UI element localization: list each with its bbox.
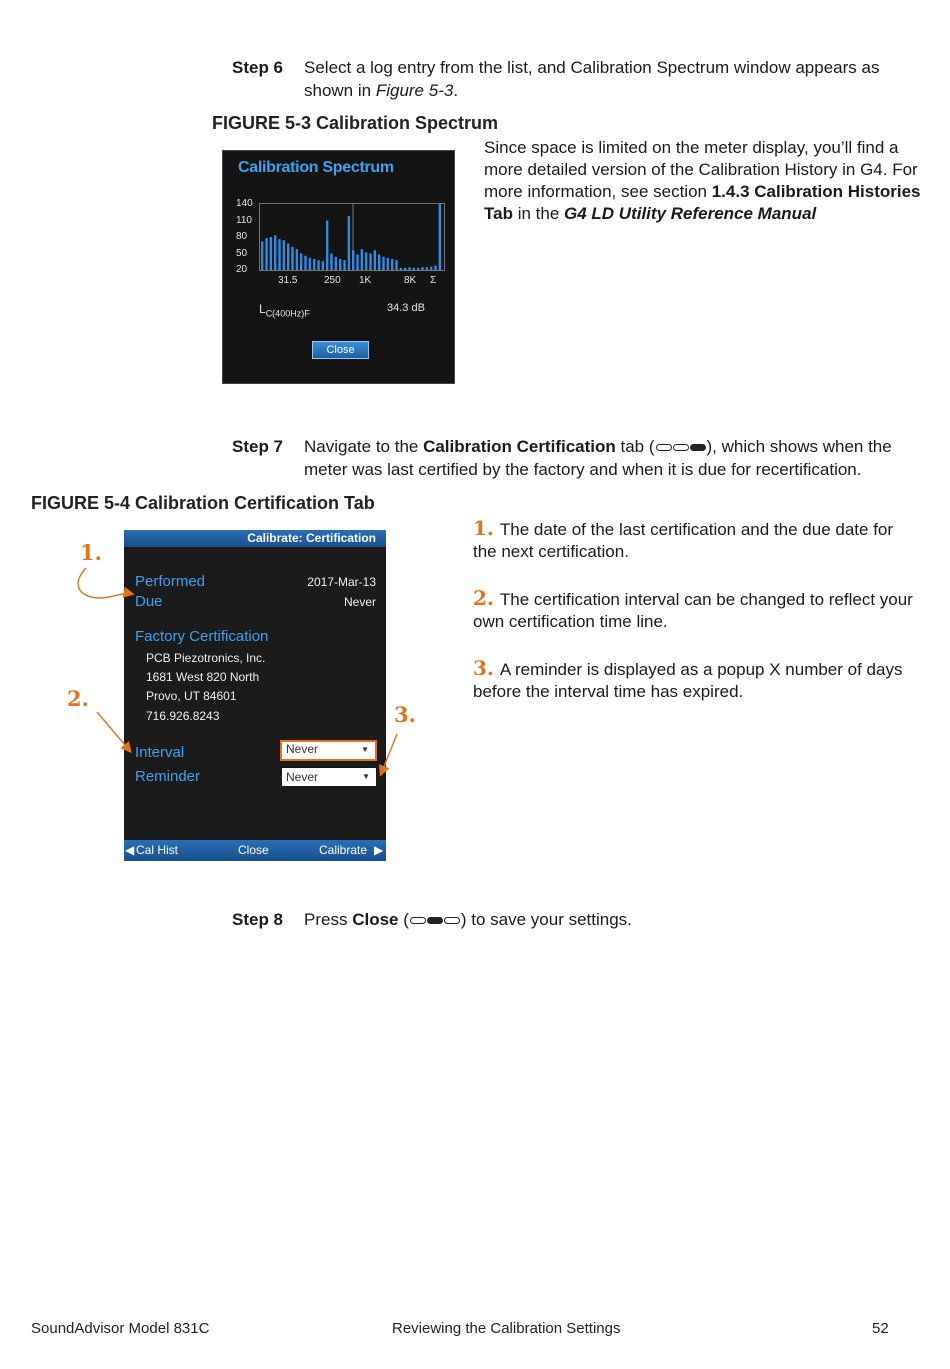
x-tick-label: Σ [430,275,437,286]
step-7-text-c: ), which shows when the meter was last certified by the factory and when it is due for recertification. [304,437,892,479]
step-7-text-b: tab ( [615,437,655,456]
description-text: The date of the last certification and the due date for the next certification. [473,520,894,561]
callout-1: 1. [80,540,102,565]
address-line: 716.926.8243 [146,709,220,723]
step-6-label: Step 6 [232,58,284,77]
performed-value: 2017-Mar-13 [307,575,376,589]
certification-header: Calibrate: Certification [124,530,386,547]
address-line: Provo, UT 84601 [146,689,237,703]
note-text-a: Since space is limited on the meter display, you’ll find a more detailed version of the Calibration History in G4. For more information, see section [484,138,918,201]
y-tick-label: 140 [236,198,253,209]
description-number: 3. [473,656,494,680]
calibrate-softkey[interactable]: Calibrate [319,843,368,857]
description-text: The certification interval can be changed to reflect your own certification time line. [473,590,913,631]
x-tick-label: 8K [404,275,417,286]
note-text-b: in the [512,204,565,223]
y-tick-label: 20 [236,264,248,275]
callout-2-arrow [97,712,130,751]
callout-3: 3. [394,702,416,727]
page-number: 52 [872,1320,889,1337]
due-label: Due [135,593,163,610]
dropdown-arrow-icon: ▼ [362,772,370,781]
figure-5-4-caption: FIGURE 5-4 Calibration Certification Tab [31,493,375,513]
step-6-text-b: . [453,81,459,100]
step-8-text-a: Press [304,910,353,929]
callout-1-arrow [78,568,132,598]
x-tick-label: 31.5 [278,275,298,286]
close-softkey[interactable]: Close [238,843,269,857]
y-tick-label: 80 [236,231,248,242]
callout-2: 2. [67,686,89,711]
reminder-label: Reminder [135,768,201,785]
step-8-text [304,908,914,931]
step-8-text-b: ( [398,910,409,929]
step-8-label: Step 8 [232,910,284,929]
cal-hist-softkey[interactable]: Cal Hist [136,843,179,857]
step-7-text-a: Navigate to the [304,437,424,456]
reminder-value: Never [286,770,319,784]
figure-5-3-caption: FIGURE 5-3 Calibration Spectrum [212,113,499,133]
figure-ref: Figure 5-3 [375,81,454,100]
x-tick-label: 1K [359,275,372,286]
step-7-tab-name: Calibration Certification [423,437,616,456]
measurement-main: L [259,302,266,316]
description-text: A reminder is displayed as a popup X number of days before the interval time has expired. [473,660,903,701]
note-section-ref: 1.4.3 Calibration Histories Tab [484,182,921,223]
chevron-right-icon: ▶ [374,843,384,857]
measurement-sub: C(400Hz)F [265,308,310,319]
x-tick-label: 250 [324,275,341,286]
address-line: PCB Piezotronics, Inc. [146,651,266,665]
step-7-label: Step 7 [232,437,284,456]
performed-label: Performed [135,573,206,590]
callout-3-arrow [381,734,397,774]
note-manual-ref: G4 LD Utility Reference Manual [564,204,817,223]
chevron-left-icon: ◀ [125,843,135,857]
softkey-empty-icon [444,917,460,924]
description-1 [473,517,913,563]
softkey-icon [410,917,460,924]
spectrum-close-button[interactable]: Close [312,341,369,359]
interval-value: Never [286,742,319,756]
spectrum-title: Calibration Spectrum [238,159,394,176]
measurement-value: 34.3 dB [387,302,425,314]
softkey-empty-icon [410,917,426,924]
softkey-filled-icon [427,917,443,924]
description-number: 1. [473,516,494,540]
step-8-button-name: Close [352,910,399,929]
description-number: 2. [473,586,494,610]
description-2 [473,587,913,633]
footer-section: Reviewing the Calibration Settings [392,1320,621,1337]
interval-label: Interval [135,744,185,761]
step-8-text-c: ) to save your settings. [460,910,632,929]
y-tick-label: 110 [236,215,252,226]
factory-certification-label: Factory Certification [135,628,269,645]
description-3 [473,657,913,703]
footer-product: SoundAdvisor Model 831C [31,1320,210,1337]
dropdown-arrow-icon: ▼ [361,745,369,754]
address-line: 1681 West 820 North [146,670,260,684]
due-value: Never [343,595,376,609]
step-6-text-a: Select a log entry from the list, and Calibration Spectrum window appears as shown in [304,58,880,100]
y-tick-label: 50 [236,248,248,259]
